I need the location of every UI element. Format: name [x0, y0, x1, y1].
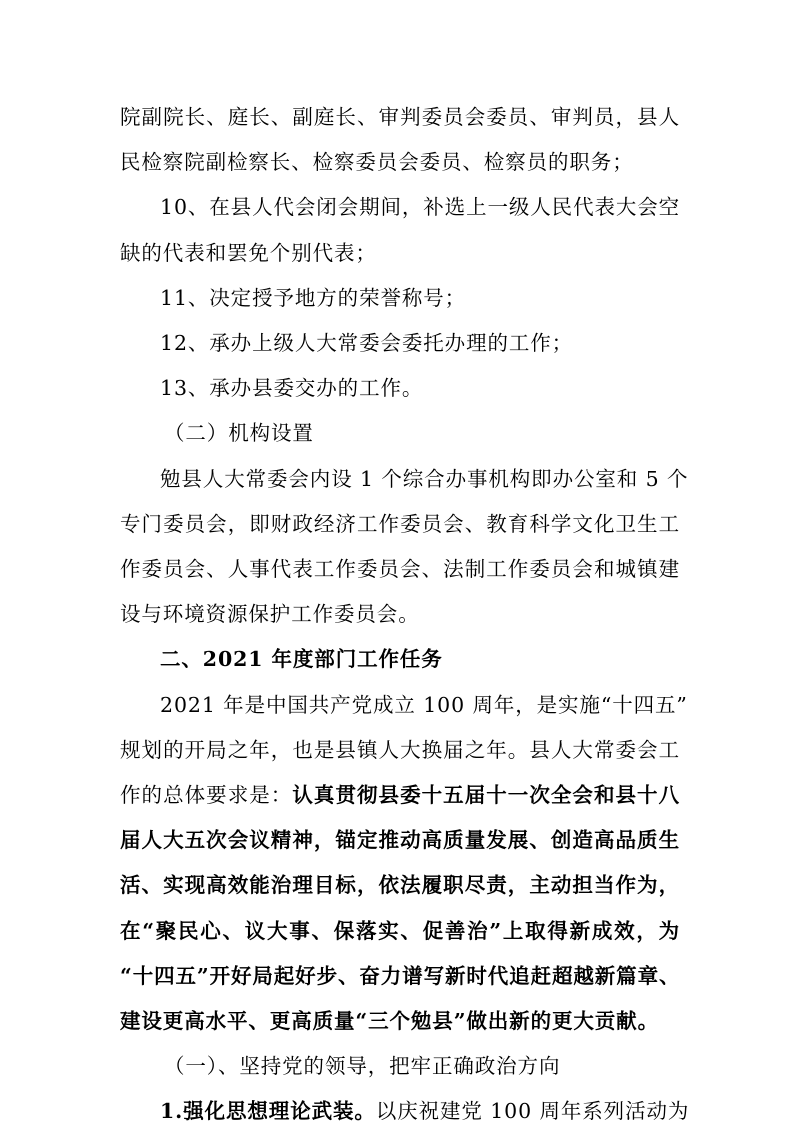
paragraph-line: 缺的代表和罢免个别代表； — [120, 241, 377, 265]
paragraph-line — [120, 781, 680, 809]
list-item-13: 13、承办县委交办的工作。 — [160, 376, 424, 400]
item-text: 以庆祝建党 100 周年系列活动为 — [375, 1099, 690, 1123]
section-heading: （一）、坚持党的领导，把牢正确政治方向 — [164, 1054, 561, 1078]
list-item-12: 12、承办上级人大常委会委托办理的工作； — [160, 331, 574, 355]
list-item-11: 11、决定授予地方的荣誉称号； — [160, 286, 467, 310]
numbered-item — [160, 1097, 690, 1125]
paragraph-line-bold: 届人大五次会议精神，锚定推动高质量发展、创造高品质生 — [120, 828, 680, 852]
section-heading: （二）机构设置 — [164, 421, 314, 445]
paragraph-line: 民检察院副检察长、检察委员会委员、检察员的职务； — [120, 150, 634, 174]
paragraph-line: 院副院长、庭长、副庭长、审判委员会委员、审判员，县人 — [120, 105, 680, 129]
item-lead: 1.强化思想理论武装。 — [160, 1099, 376, 1123]
paragraph-line-bold: 在“聚民心、议大事、保落实、促善治”上取得新成效，为 — [120, 919, 680, 943]
chapter-heading: 二、2021 年度部门工作任务 — [160, 647, 443, 671]
paragraph-line: 勉县人大常委会内设 1 个综合办事机构即办公室和 5 个 — [160, 467, 689, 491]
paragraph-emphasis: 认真贯彻县委十五届十一次全会和县十八 — [292, 783, 681, 807]
paragraph-line-bold: “十四五”开好局起好步、奋力谱写新时代追赶超越新篇章、 — [120, 964, 681, 988]
paragraph-line: 规划的开局之年，也是县镇人大换届之年。县人大常委会工 — [120, 738, 680, 762]
paragraph-line: 2021 年是中国共产党成立 100 周年，是实施“十四五” — [160, 693, 688, 717]
paragraph-line: 设与环境资源保护工作委员会。 — [120, 602, 420, 626]
paragraph-line: 作委员会、人事代表工作委员会、法制工作委员会和城镇建 — [120, 557, 680, 581]
list-item-10: 10、在县人代会闭会期间，补选上一级人民代表大会空 — [160, 195, 681, 219]
paragraph-line-bold: 活、实现高效能治理目标，依法履职尽责，主动担当作为， — [120, 873, 680, 897]
paragraph-line-bold: 建设更高水平、更高质量“三个勉县”做出新的更大贡献。 — [120, 1009, 659, 1033]
paragraph-lead: 作的总体要求是： — [120, 783, 293, 807]
paragraph-line: 专门委员会，即财政经济工作委员会、教育科学文化卫生工 — [120, 512, 680, 536]
